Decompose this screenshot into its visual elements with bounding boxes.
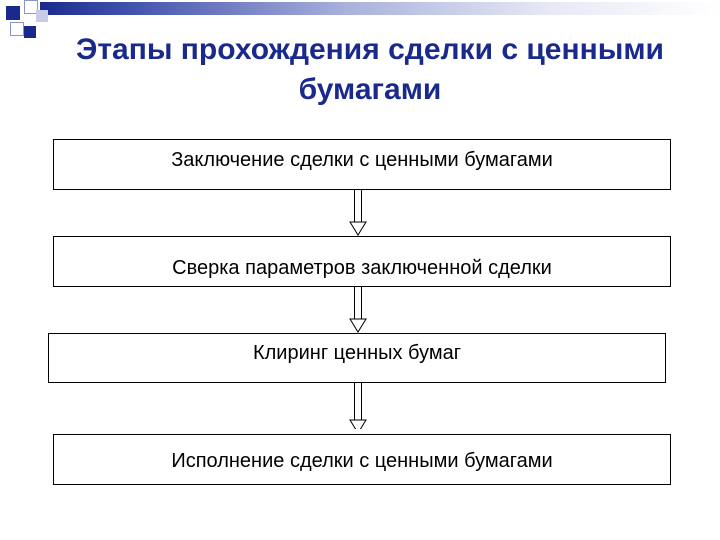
- double-line-down-arrow-icon: [348, 287, 368, 333]
- flow-step-box: [53, 139, 671, 190]
- decor-square: [24, 26, 36, 38]
- double-line-down-arrow-icon: [348, 190, 368, 236]
- header-gradient-bar: [40, 2, 720, 15]
- flow-step-label: Исполнение сделки с ценными бумагами: [171, 450, 553, 472]
- flow-step-box: [53, 434, 671, 485]
- decor-square: [10, 22, 24, 36]
- decor-square: [6, 6, 20, 20]
- flow-step-box: [48, 333, 666, 383]
- flow-step-box: [53, 236, 671, 287]
- flow-step-label: Заключение сделки с ценными бумагами: [171, 149, 553, 171]
- flow-step-label: Клиринг ценных бумаг: [252, 342, 462, 364]
- slide-title: Этапы прохождения сделки с ценными бумагами: [76, 33, 664, 106]
- decor-square: [36, 10, 48, 22]
- double-line-down-arrow-icon: [348, 383, 368, 429]
- flow-step-label: Сверка параметров заключенной сделки: [172, 257, 552, 279]
